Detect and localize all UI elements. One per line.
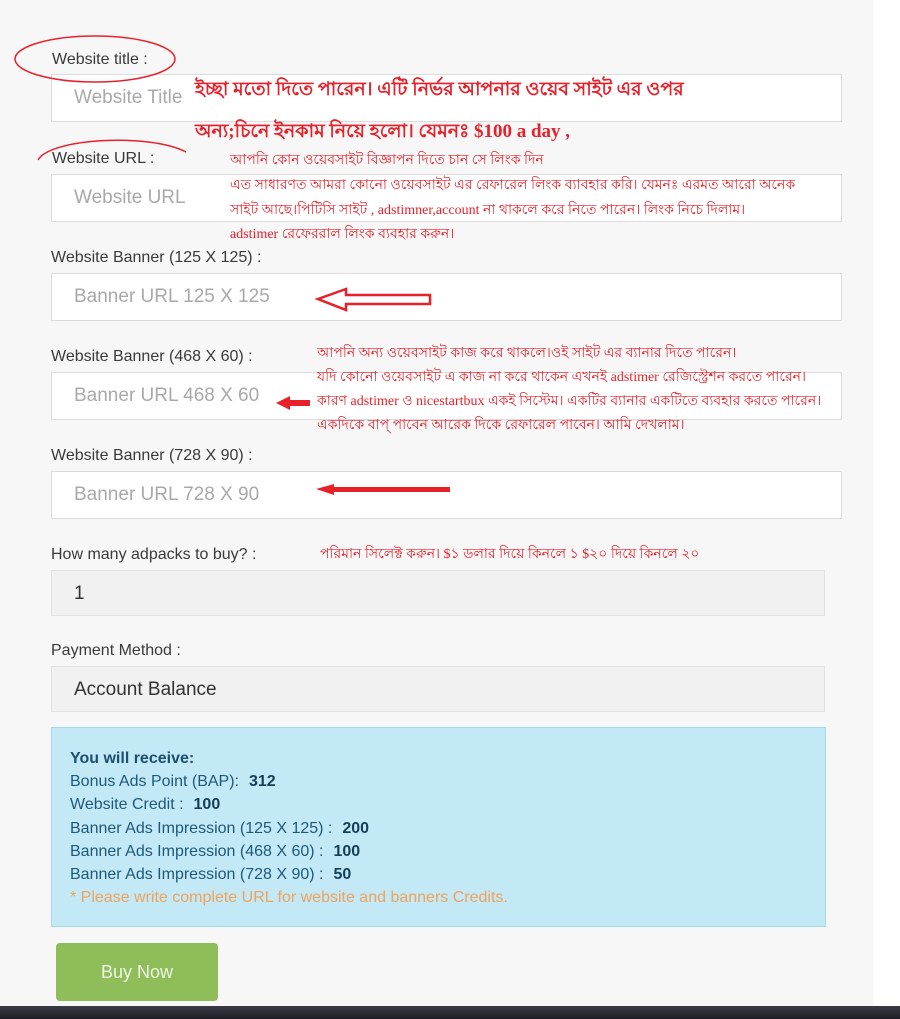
imp468-value: 100	[333, 843, 361, 860]
imp468-label: Banner Ads Impression (468 X 60) :	[70, 843, 324, 860]
annotation-title-2: অন্য;চিনে ইনকাম নিয়ে হলো। যেমনঃ $100 a day ,	[195, 121, 571, 142]
imp728-value: 50	[333, 866, 352, 883]
annotation-title-1: ইচ্ছা মতো দিতে পারেন। এটি নির্ভর আপনার ওয়েব সাইট এর ওপর	[195, 79, 684, 100]
annotation-banner-3: কারণ adstimer ও nicestartbux একই সিস্টেম। একটির ব্যানার একটিতে ব্যবহার করতে পারেন।	[317, 394, 822, 409]
adpacks-label: How many adpacks to buy? :	[51, 546, 257, 563]
annotation-url-4: adstimer রেফেররাল লিংক ব্যবহার করুন।	[230, 227, 455, 242]
annotation-adpacks: পরিমান সিলেক্ট করুন। $১ ডলার দিয়ে কিনলে ১ $২০ দিয়ে কিনলে ২০	[320, 547, 700, 562]
adpacks-select[interactable]: 1	[51, 570, 825, 616]
credit-label: Website Credit :	[70, 796, 184, 813]
annotation-banner-4: একদিকে বাপ্ পাবেন আরেক দিকে রেফারেল পাবেন। আমি দেখলাম।	[317, 418, 685, 433]
arrow-banner-728-mark	[316, 484, 450, 495]
imp125-value: 200	[342, 820, 370, 837]
annotation-banner-1: আপনি অন্য ওয়েবসাইট কাজ করে থাকলে।ওই সাইট এর ব্যানার দিতে পারেন।	[317, 346, 737, 361]
buy-now-button[interactable]: Buy Now	[56, 943, 218, 1001]
url-circle-mark	[38, 140, 186, 160]
website-title-label: Website title :	[52, 51, 148, 68]
annotation-url-3: সাইট আছে।পিটিসি সাইট , adstimner,account না থাকলে করে নিতে পারেন। লিংক নিচে দিলাম।	[230, 203, 746, 218]
credit-value: 100	[193, 796, 221, 813]
receive-note: * Please write complete URL for website and banners Credits.	[70, 889, 508, 906]
imp728-label: Banner Ads Impression (728 X 90) :	[70, 866, 324, 883]
taskbar-strip	[0, 1006, 900, 1019]
imp125-label: Banner Ads Impression (125 X 125) :	[70, 820, 333, 837]
payment-method-select[interactable]: Account Balance	[51, 666, 825, 712]
banner-728-label: Website Banner (728 X 90) :	[51, 447, 253, 464]
payment-method-label: Payment Method :	[51, 642, 181, 659]
website-url-label: Website URL :	[52, 150, 155, 167]
annotation-url-1: আপনি কোন ওয়েবসাইট বিজ্ঞাপন দিতে চান সে লিংক দিন	[230, 153, 544, 168]
arrow-banner-125-mark	[318, 289, 430, 310]
banner-125-label: Website Banner (125 X 125) :	[51, 249, 262, 266]
receive-heading: You will receive:	[70, 750, 195, 767]
banner-468-label: Website Banner (468 X 60) :	[51, 348, 253, 365]
bap-value: 312	[248, 773, 276, 790]
title-circle-mark	[15, 36, 175, 82]
arrow-banner-468-mark	[276, 396, 310, 410]
annotation-banner-2: যদি কোনো ওয়েবসাইট এ কাজ না করে থাকেন এখনই adstimer রেজিস্ট্রেশন করতে পারেন।	[317, 370, 807, 385]
bap-label: Bonus Ads Point (BAP):	[70, 773, 239, 790]
annotation-url-2: এত সাধারণত আমরা কোনো ওয়েবসাইট এর রেফারেল লিংক ব্যাবহার করি। যেমনঃ এরমত আরো অনেক	[230, 178, 796, 193]
